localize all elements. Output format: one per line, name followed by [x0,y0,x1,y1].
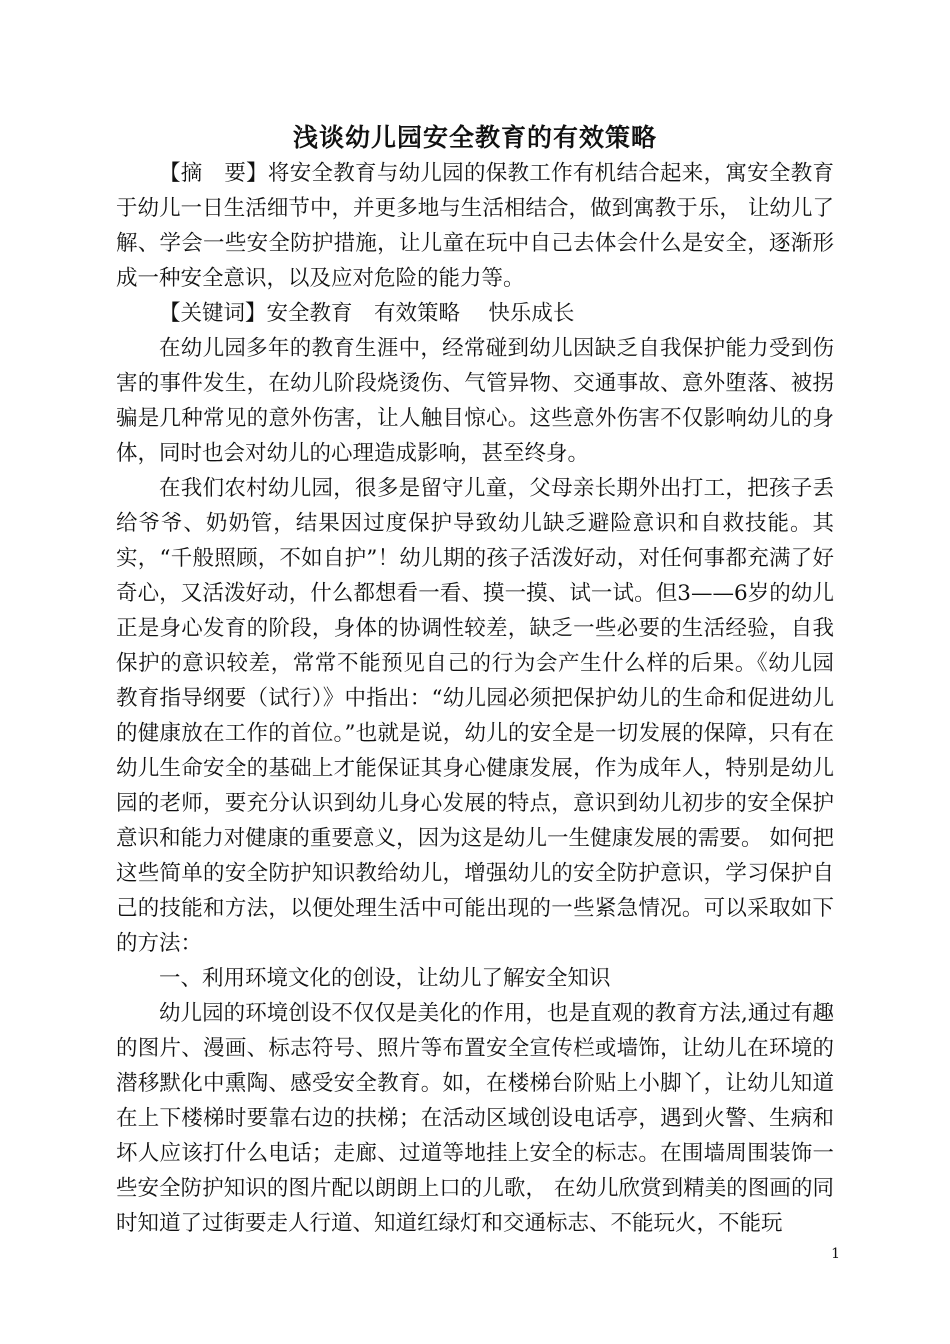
keywords-paragraph: 【关键词】安全教育 有效策略 快乐成长 [159,301,575,326]
document-body [116,156,834,1241]
body-paragraph: 幼儿园的环境创设不仅仅是美化的作用，也是直观的教育方法,通过有趣的图片、漫画、标志符号、照片等布置安全宣传栏或墙饰，让幼儿在环境的潜移默化中熏陶、感受安全教育。如，在楼梯台阶贴上小脚丫，让幼儿知道在上下楼梯时要靠右边的扶梯；在活动区域创设电话亭，遇到火警、生病和坏人应该打什么电话；走廊、过道等地挂上安全的标志。在围墙周围装饰一些安全防护知识的图片配以朗朗上口的儿歌， 在幼儿欣赏到精美的图画的同时知道了过街要走人行道、知道红绿灯和交通标志、不能玩火，不能玩 [116,1001,834,1236]
section-heading: 一、利用环境文化的创设，让幼儿了解安全知识 [159,966,611,991]
document-title: 浅谈幼儿园安全教育的有效策略 [292,123,657,152]
body-paragraph: 在我们农村幼儿园，很多是留守儿童，父母亲长期外出打工，把孩子丢给爷爷、奶奶管，结果因过度保护导致幼儿缺乏避险意识和自救技能。其实，“千般照顾，不如自护”！幼儿期的孩子活泼好动，对任何事都充满了好奇心，又活泼好动，什么都想看一看、摸一摸、试一试。但3——6岁的幼儿正是身心发育的阶段，身体的协调性较差，缺乏一些必要的生活经验，自我保护的意识较差，常常不能预见自己的行为会产生什么样的后果。《幼儿园教育指导纲要（试行）》中指出：“幼儿园必须把保护幼儿的生命和促进幼儿的健康放在工作的首位。”也就是说，幼儿的安全是一切发展的保障，只有在幼儿生命安全的基础上才能保证其身心健康发展，作为成年人，特别是幼儿园的老师，要充分认识到幼儿身心发展的特点，意识到幼儿初步的安全保护意识和能力对健康的重要意义，因为这是幼儿一生健康发展的需要。 如何把这些简单的安全防护知识教给幼儿，增强幼儿的安全防护意识，学习保护自己的技能和方法，以便处理生活中可能出现的一些紧急情况。可以采取如下的方法： [116,476,834,956]
abstract-paragraph: 【摘 要】将安全教育与幼儿园的保教工作有机结合起来，寓安全教育于幼儿一日生活细节中，并更多地与生活相结合，做到寓教于乐， 让幼儿了解、学会一些安全防护措施，让儿童在玩中自己去体会什么是安全，逐渐形成一种安全意识，以及应对危险的能力等。 [116,161,834,291]
body-paragraph: 在幼儿园多年的教育生涯中，经常碰到幼儿因缺乏自我保护能力受到伤害的事件发生，在幼儿阶段烧烫伤、气管异物、交通事故、意外堕落、被拐骗是几种常见的意外伤害，让人触目惊心。这些意外伤害不仅影响幼儿的身体，同时也会对幼儿的心理造成影响，甚至终身。 [116,336,834,466]
page-number: 1 [831,1246,840,1262]
